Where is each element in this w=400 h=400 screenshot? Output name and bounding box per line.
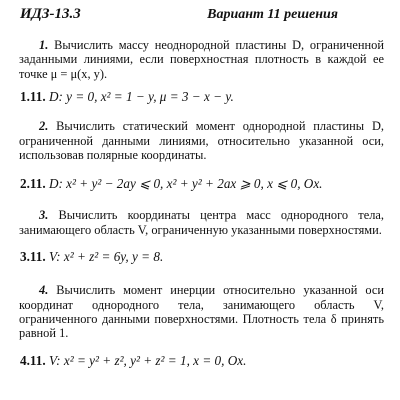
problem-3-formula xyxy=(20,249,384,265)
problem-3-statement xyxy=(19,208,384,237)
problem-4-text: Вычислить момент инерции относительно указанной оси координат однородного тела, занимающего область V, ограниченного данными поверхностями. Плотность тела δ принять равной 1. xyxy=(19,283,384,341)
formula-3-number: 3.11. xyxy=(20,249,46,265)
problem-4-formula xyxy=(20,353,384,369)
formula-2-body: D: x² + y² − 2ay ⩽ 0, x² + y² + 2ax ⩾ 0, x ⩽ 0, Ox. xyxy=(48,176,323,192)
formula-4-number: 4.11. xyxy=(20,352,46,368)
problem-2-formula xyxy=(20,176,384,192)
problem-1-text: Вычислить массу неоднородной пластины D, ограниченной заданными линиями, если поверхностная плотность в каждой ее точке μ = μ(x, y). xyxy=(19,38,384,81)
problem-3-number: 3. xyxy=(39,208,49,223)
formula-3-body: V: x² + z² = 6y, y = 8. xyxy=(48,249,164,265)
assignment-title: ИДЗ-13.3 xyxy=(20,6,81,22)
problem-1-formula xyxy=(20,89,384,105)
problem-1-number: 1. xyxy=(39,38,49,52)
formula-4-body: V: x² = y² + z², y² + z² = 1, x = 0, Ox. xyxy=(48,352,247,368)
problem-4-statement xyxy=(19,283,384,341)
problem-4-number: 4. xyxy=(39,283,49,298)
formula-1-number: 1.11. xyxy=(20,89,46,105)
page-header xyxy=(19,6,384,28)
variant-label: Вариант 11 решения xyxy=(207,7,338,22)
problem-3-text: Вычислить координаты центра масс однородного тела, занимающего область V, ограниченную указанными поверхностями. xyxy=(19,208,384,237)
problem-2-number: 2. xyxy=(39,119,49,134)
problem-2-statement xyxy=(19,119,384,162)
problem-1-statement xyxy=(19,38,384,81)
problem-2-text: Вычислить статический момент однородной пластины D, ограниченной данными линиями, относительно указанной оси, использовав полярные координаты. xyxy=(19,119,384,163)
formula-2-number: 2.11. xyxy=(20,176,46,192)
formula-1-body: D: y = 0, x² = 1 − y, μ = 3 − x − y. xyxy=(48,89,234,105)
